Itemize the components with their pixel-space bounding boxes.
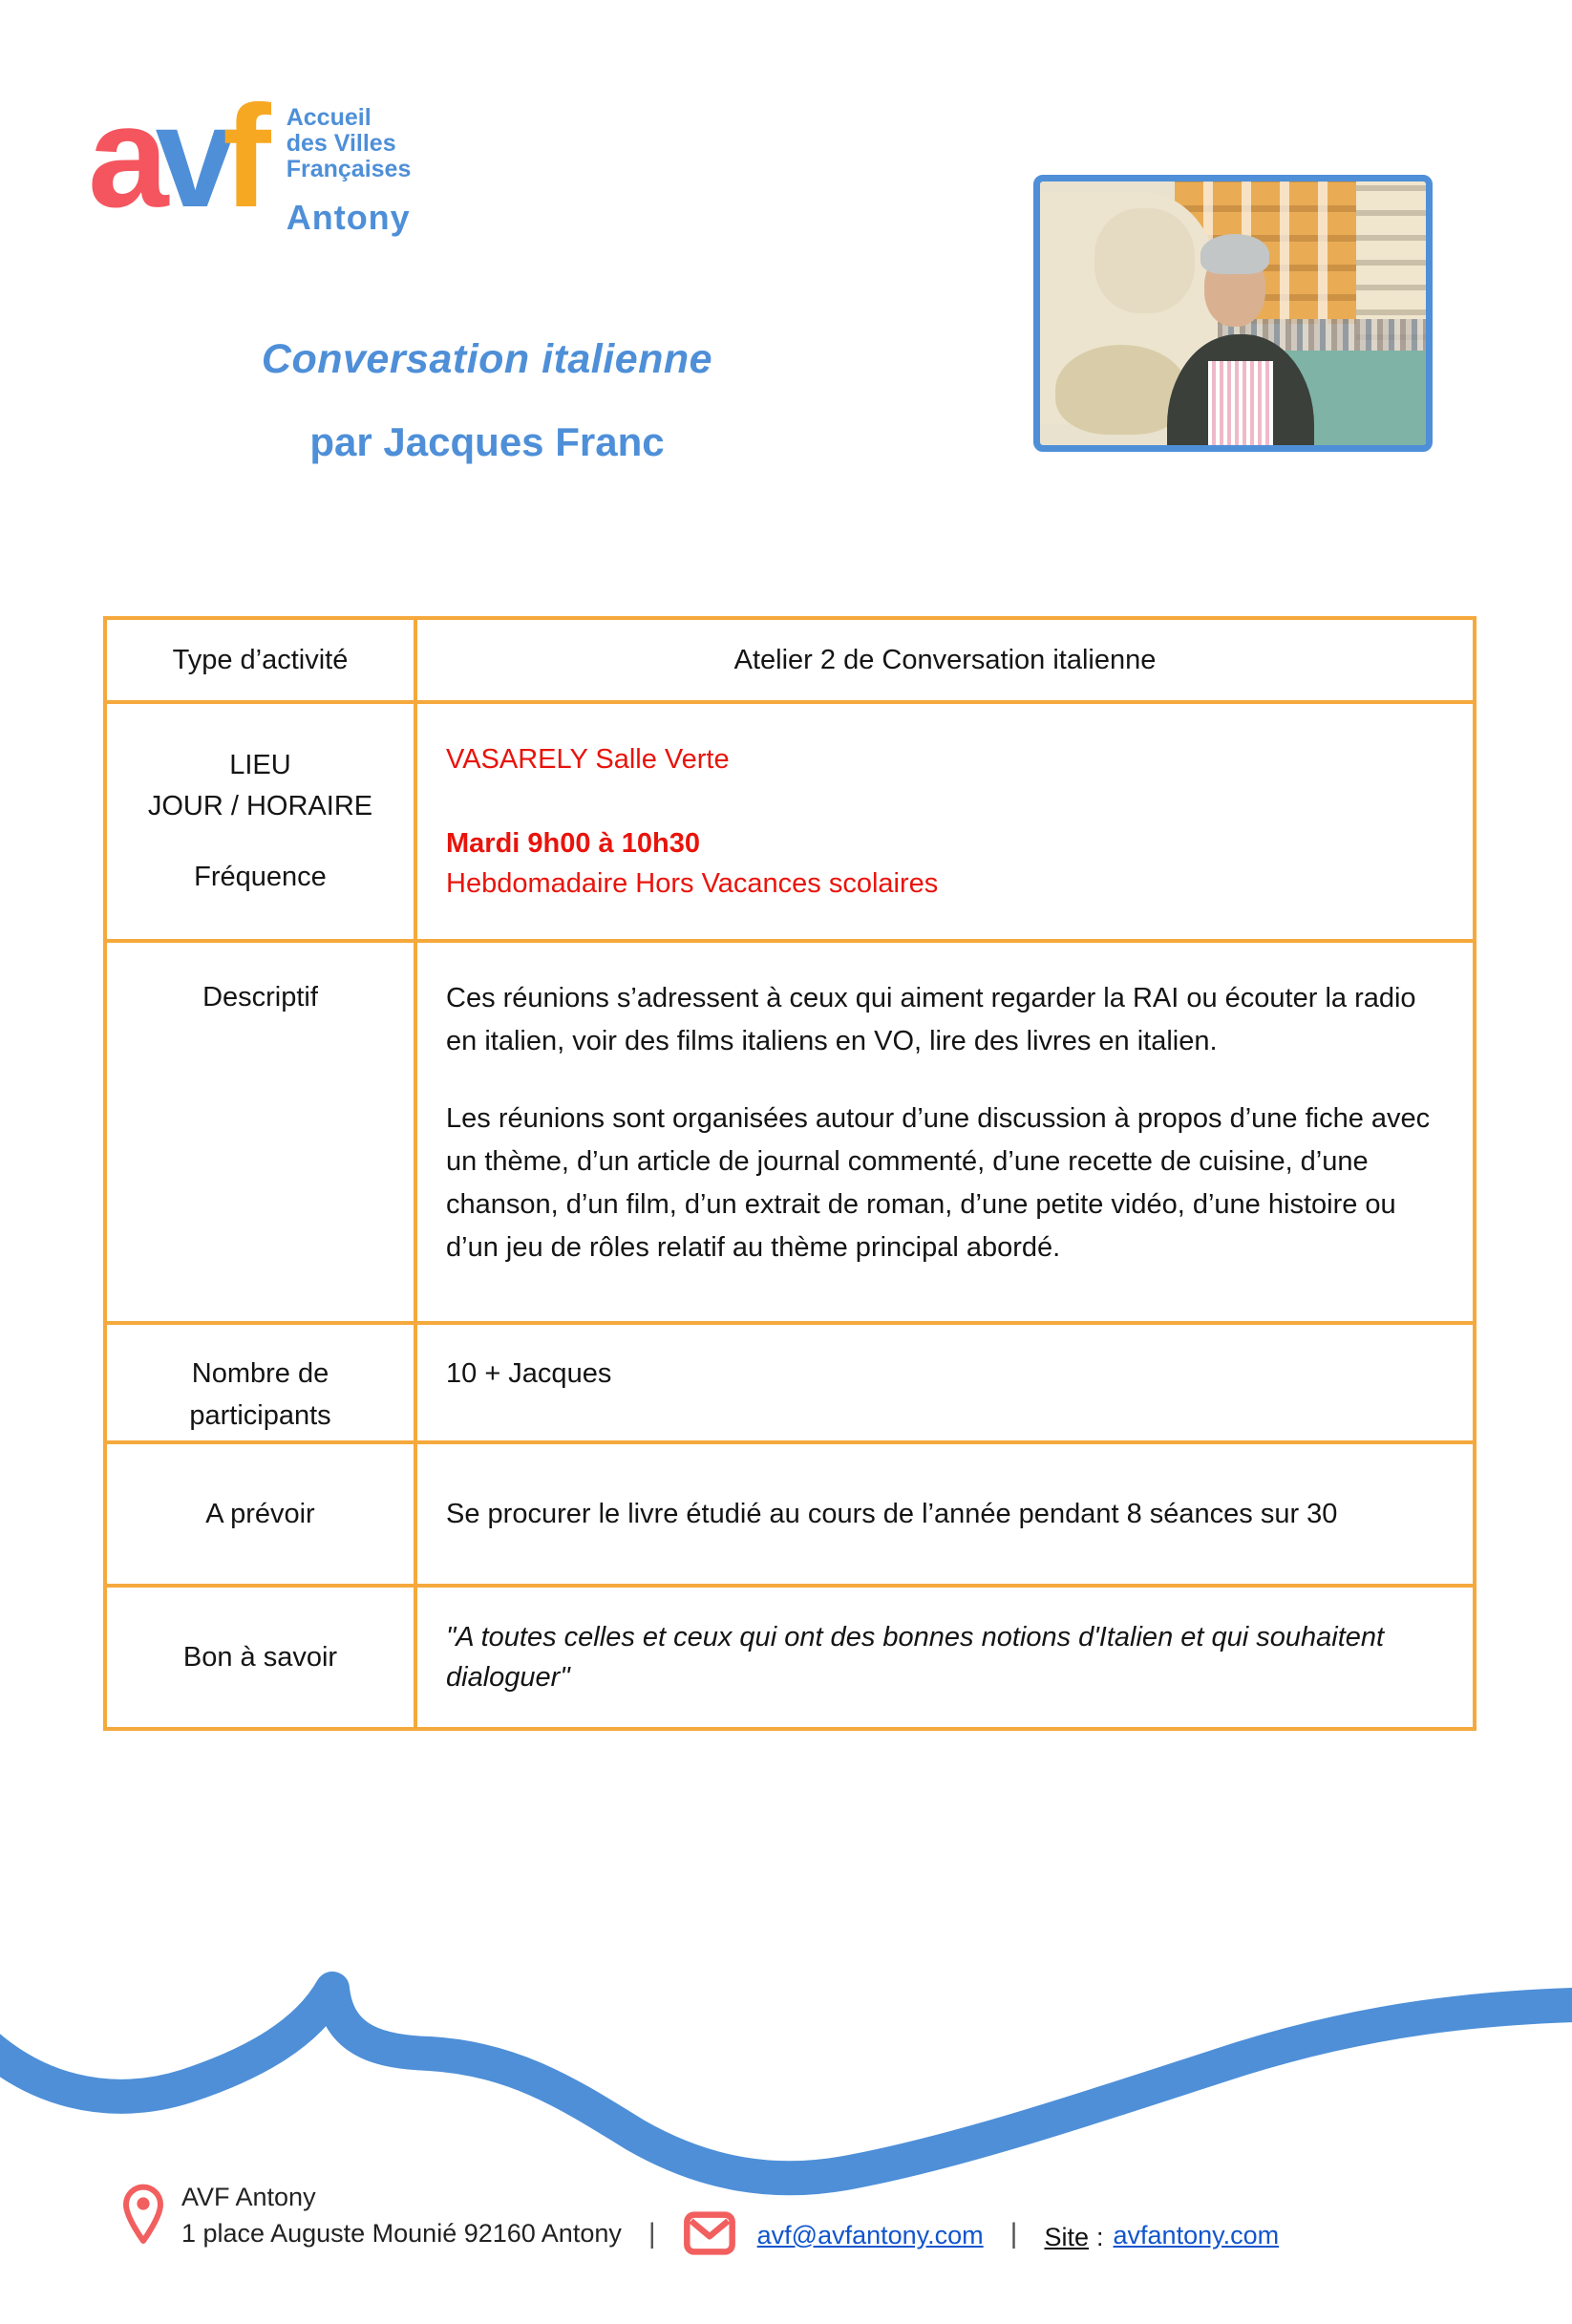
row-label-participants: Nombre de participants <box>105 1323 415 1442</box>
photo-man-hair <box>1200 234 1269 274</box>
site-label: Site <box>1044 2222 1089 2251</box>
row-label-descriptif: Descriptif <box>105 941 415 1323</box>
lieu-line: VASARELY Salle Verte <box>446 743 730 775</box>
table-row <box>105 1586 1475 1729</box>
row-value-a-prevoir: Se procurer le livre étudié au cours de l’année pendant 8 séances sur 30 <box>415 1442 1475 1586</box>
logo-letter-a: a <box>88 75 156 238</box>
table-row <box>105 702 1475 941</box>
table-row <box>105 1442 1475 1586</box>
avf-logo <box>88 75 412 238</box>
email-link[interactable]: avf@avfantony.com <box>756 2220 984 2249</box>
logo-org-name: Accueil des Villes Françaises <box>286 104 412 182</box>
footer-org: AVF Antony <box>181 2183 316 2211</box>
footer-separator: | <box>648 2217 656 2249</box>
row-label-bon-a-savoir: Bon à savoir <box>105 1586 415 1729</box>
row-label-type-activite: Type d’activité <box>105 618 415 702</box>
photo-building-far <box>1356 181 1426 340</box>
site-colon: : <box>1096 2222 1104 2251</box>
footer-street: 1 place Auguste Mounié 92160 Antony <box>181 2218 622 2248</box>
title-block <box>143 336 831 465</box>
row-label-lieu-horaire: LIEU JOUR / HORAIRE Fréquence <box>105 702 415 941</box>
wave-decoration <box>0 1930 1572 2312</box>
logo-letter-f: f <box>223 75 258 238</box>
footer-address-block <box>181 2180 622 2252</box>
email-icon <box>683 2210 736 2256</box>
page-subtitle: par Jacques Franc <box>309 419 665 464</box>
footer-separator: | <box>1009 2217 1018 2249</box>
activity-table <box>103 616 1476 1731</box>
footer <box>122 2180 1279 2252</box>
horaire-line: Mardi 9h00 à 10h30 <box>446 827 700 859</box>
location-pin-icon <box>122 2184 164 2252</box>
row-label-a-prevoir: A prévoir <box>105 1442 415 1586</box>
avf-logo-letters <box>88 75 258 238</box>
frequence-line: Hebdomadaire Hors Vacances scolaires <box>446 868 939 900</box>
row-value-participants: 10 + Jacques <box>415 1323 1475 1442</box>
table-row <box>105 941 1475 1323</box>
table-row <box>105 1323 1475 1442</box>
logo-letter-v: v <box>155 75 223 238</box>
row-value-bon-a-savoir: "A toutes celles et ceux qui ont des bonnes notions d'Italien et qui souhaitent dialoguer" <box>415 1586 1475 1729</box>
page-title: Conversation italienne <box>261 336 713 382</box>
presenter-photo <box>1033 175 1433 452</box>
row-value-lieu-horaire <box>415 702 1475 941</box>
row-value-type-activite: Atelier 2 de Conversation italienne <box>415 618 1475 702</box>
table-row <box>105 618 1475 702</box>
logo-city: Antony <box>286 198 411 237</box>
row-value-descriptif: Ces réunions s’adressent à ceux qui aiment regarder la RAI ou écouter la radio en italien, voir des films italiens en VO, lire des livres en italien. Les réunions sont organisées autour d’une discussion à propos d’une fiche avec un thème, d’un article de journal commenté, d’une recette de cuisine, d’une chanson, d’un film, d’un extrait de roman, d’une petite vidéo, d’une histoire ou d’un jeu de rôles relatif au thème principal abordé. <box>415 941 1475 1323</box>
site-link[interactable]: avfantony.com <box>1113 2220 1280 2249</box>
photo-man-shirt <box>1208 361 1274 445</box>
